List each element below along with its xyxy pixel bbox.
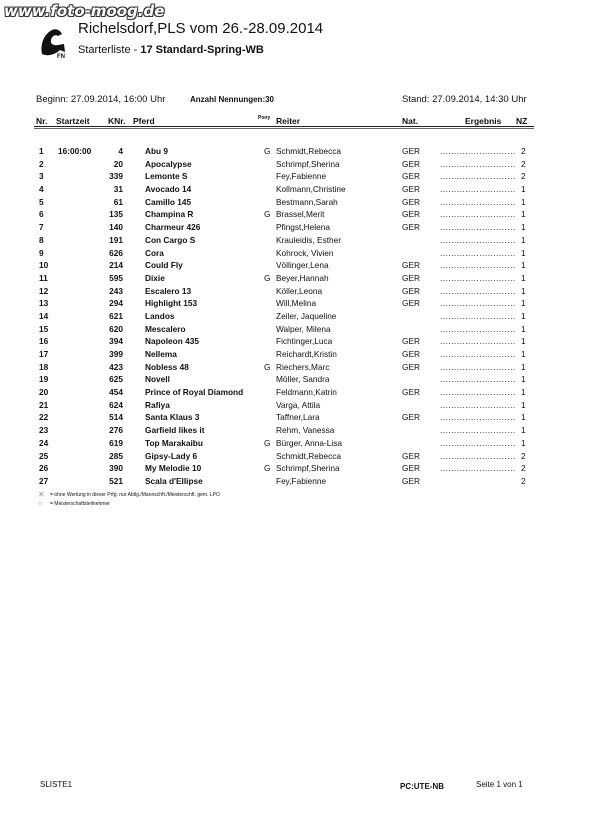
cell-reiter: Köller,Leona [276, 285, 323, 296]
cell-nz: 1 [521, 234, 526, 245]
table-row [0, 159, 596, 172]
cell-knr: 140 [109, 222, 123, 233]
cell-nr: 26 [39, 463, 49, 474]
entries-count: Anzahl Nennungen:30 [190, 95, 275, 104]
cell-nr: 27 [39, 475, 49, 486]
cell-ergebnis: ........................... [440, 412, 516, 423]
cell-pferd: Napoleon 435 [145, 336, 199, 347]
cell-nz: 1 [521, 184, 526, 195]
footer-list-id: SLISTE1 [40, 780, 73, 789]
cell-nat: GER [402, 260, 420, 271]
cell-nz: 1 [521, 196, 526, 207]
cell-nat: GER [402, 298, 420, 309]
cell-nr: 10 [39, 260, 49, 271]
cell-nr: 24 [39, 437, 49, 448]
cell-reiter: Beyer,Hannah [276, 272, 329, 283]
cell-nat: GER [402, 184, 420, 195]
table-row [0, 463, 596, 476]
cell-ergebnis: ........................... [440, 336, 516, 347]
cell-nat: GER [402, 475, 420, 486]
col-pony: Pony [258, 115, 271, 121]
cell-ergebnis: ........................... [440, 425, 516, 436]
col-pferd: Pferd [133, 116, 155, 126]
cell-nr: 1 [39, 146, 44, 156]
cell-knr: 626 [109, 247, 123, 258]
col-nr: Nr. [36, 116, 48, 126]
cell-nat: GER [402, 171, 420, 182]
cell-reiter: Brassel,Merit [276, 209, 325, 220]
col-startzeit: Startzeit [56, 116, 90, 126]
cell-knr: 4 [118, 146, 123, 156]
cell-knr: 621 [109, 310, 123, 321]
begin-time: Beginn: 27.09.2014, 16:00 Uhr [36, 94, 166, 105]
cell-ergebnis: ........................... [440, 450, 516, 461]
cell-nat: GER [402, 387, 420, 398]
cell-nz: 1 [521, 272, 526, 283]
table-row [0, 209, 596, 222]
cell-ergebnis: ........................... [440, 247, 516, 258]
cell-nz: 1 [521, 399, 526, 410]
cell-nz: 1 [521, 412, 526, 423]
cell-nz: 1 [521, 222, 526, 233]
cell-reiter: Möller, Sandra [276, 374, 330, 385]
cell-reiter: Schmidt,Rebecca [276, 146, 342, 156]
cell-reiter: Völlinger,Lena [276, 260, 329, 271]
cell-reiter: Riechers,Marc [276, 361, 330, 372]
cell-pferd: Rafiya [145, 399, 170, 410]
header-rule [34, 126, 534, 127]
cell-reiter: Krauleidis, Esther [276, 234, 342, 245]
cell-ergebnis: ........................... [440, 184, 516, 195]
cell-pferd: Landos [145, 310, 175, 321]
cell-reiter: Kollmann,Christine [276, 184, 346, 195]
cell-nr: 11 [39, 272, 48, 283]
cell-nat: GER [402, 158, 420, 169]
table-row [0, 222, 596, 235]
cell-knr: 390 [109, 463, 123, 474]
cell-pferd: Scala d'Ellipse [145, 475, 203, 486]
cell-nr: 22 [39, 412, 49, 423]
cell-pferd: Lemonte S [145, 171, 188, 182]
cell-knr: 191 [109, 234, 123, 245]
cell-ergebnis: ........................... [440, 361, 516, 372]
cell-reiter: Zeiler, Jaqueline [276, 310, 337, 321]
cell-nz: 2 [521, 158, 526, 169]
cell-ergebnis: ........................... [440, 310, 516, 321]
subtitle-prefix: Starterliste - [78, 44, 138, 56]
cell-reiter: Bürger, Anna-Lisa [276, 437, 342, 448]
cell-pony: G [264, 209, 271, 220]
cell-reiter: Bestmann,Sarah [276, 196, 338, 207]
cell-reiter: Taffner,Lara [276, 412, 320, 423]
cell-pony: G [264, 437, 271, 448]
cell-pferd: My Melodie 10 [145, 463, 202, 474]
cell-knr: 514 [109, 412, 123, 423]
cell-nat: GER [402, 361, 420, 372]
cell-knr: 625 [109, 374, 123, 385]
table-row [0, 362, 596, 375]
cell-pferd: Top Marakaibu [145, 437, 203, 448]
cell-reiter: Schrimpf,Sherina [276, 463, 340, 474]
table-row [0, 324, 596, 337]
cell-nat: GER [402, 463, 420, 474]
cell-pferd: Gipsy-Lady 6 [145, 450, 198, 461]
cell-reiter: Fichtinger,Luca [276, 336, 333, 347]
cell-pferd: Camillo 145 [145, 196, 192, 207]
cell-nat: GER [402, 222, 420, 233]
cell-nz: 1 [521, 298, 526, 309]
cell-nr: 13 [39, 298, 49, 309]
table-row [0, 197, 596, 210]
table-row [0, 171, 596, 184]
cell-reiter: Will,Melina [276, 298, 317, 309]
cell-nat: GER [402, 349, 420, 359]
cell-nat: GER [402, 146, 420, 156]
cell-nz: 1 [521, 425, 526, 436]
cell-pferd: Avocado 14 [145, 184, 192, 195]
cell-ergebnis: ........................... [440, 222, 516, 233]
cell-nz: 2 [521, 463, 526, 474]
cell-pferd: Con Cargo S [145, 234, 196, 245]
cell-time: 16:00:00 [58, 146, 92, 156]
cell-pferd: Nellema [145, 349, 177, 359]
cell-nz: 1 [521, 374, 526, 385]
competition-name: 17 Standard-Spring-WB [140, 44, 264, 56]
cell-pferd: Charmeur 426 [145, 222, 201, 233]
footer-page: Seite 1 von 1 [476, 780, 523, 789]
cell-reiter: Pfingst,Helena [276, 222, 330, 233]
table-row [0, 184, 596, 197]
table-row [0, 438, 596, 451]
cell-pferd: Escalero 13 [145, 285, 192, 296]
cell-knr: 294 [109, 298, 123, 309]
table-row [0, 374, 596, 387]
cell-ergebnis: ........................... [440, 349, 516, 359]
table-row [0, 412, 596, 425]
cell-nr: 8 [39, 234, 44, 245]
cell-ergebnis: ........................... [440, 260, 516, 271]
cell-nz: 1 [521, 310, 526, 321]
cell-ergebnis: ........................... [440, 234, 516, 245]
cell-pferd: Garfield likes it [145, 425, 205, 436]
cell-nat: GER [402, 196, 420, 207]
cell-knr: 399 [109, 349, 123, 359]
table-row [0, 273, 596, 286]
cell-nr: 6 [39, 209, 44, 220]
cell-reiter: Rehm, Vanessa [276, 425, 335, 436]
page-title: Richelsdorf,PLS vom 26.-28.09.2014 [78, 20, 324, 37]
cell-pferd: Nobless 48 [145, 361, 189, 372]
cell-nz: 1 [521, 247, 526, 258]
cell-pony: G [264, 272, 271, 283]
x-mark-icon: ✕ [38, 490, 45, 499]
table-row [0, 235, 596, 248]
cell-ergebnis: ........................... [440, 323, 516, 334]
cell-reiter: Schmidt,Rebecca [276, 450, 342, 461]
table-row [0, 387, 596, 400]
cell-knr: 595 [109, 272, 123, 283]
cell-knr: 214 [109, 260, 123, 271]
cell-nat: GER [402, 209, 420, 220]
cell-reiter: Varga, Attila [276, 399, 321, 410]
cell-knr: 135 [109, 209, 123, 220]
cell-nr: 21 [39, 399, 49, 410]
cell-ergebnis: ........................... [440, 209, 516, 220]
cell-ergebnis: ........................... [440, 374, 516, 385]
cell-nz: 1 [521, 349, 526, 359]
cell-knr: 423 [109, 361, 123, 372]
cell-nat: GER [402, 336, 420, 347]
cell-knr: 620 [109, 323, 123, 334]
cell-knr: 454 [109, 387, 123, 398]
cell-nz: 1 [521, 387, 526, 398]
cell-pferd: Highlight 153 [145, 298, 198, 309]
cell-nz: 1 [521, 323, 526, 334]
cell-nz: 1 [521, 336, 526, 347]
cell-ergebnis: ........................... [440, 387, 516, 398]
cell-reiter: Walper, Milena [276, 323, 331, 334]
cell-knr: 31 [113, 184, 123, 195]
stand-time: Stand: 27.09.2014, 14:30 Uhr [402, 94, 527, 105]
cell-nat: GER [402, 412, 420, 423]
col-reiter: Reiter [276, 116, 301, 126]
cell-reiter: Reichardt,Kristin [276, 349, 337, 359]
cell-nr: 3 [39, 171, 44, 182]
cell-knr: 61 [113, 196, 123, 207]
cell-nr: 15 [39, 323, 49, 334]
table-row [0, 311, 596, 324]
cell-nr: 17 [39, 349, 49, 359]
table-row [0, 286, 596, 299]
cell-nz: 1 [521, 361, 526, 372]
cell-nat: GER [402, 272, 420, 283]
cell-nr: 20 [39, 387, 49, 398]
col-nat: Nat. [402, 116, 419, 126]
table-row [0, 451, 596, 464]
table-row [0, 400, 596, 413]
legend-line-1: = ohne Wertung in dieser Prfg. nur Abtlg./Mannschft./Meisterschft. gem. LPO [50, 492, 220, 498]
starter-list [0, 146, 596, 489]
cell-knr: 276 [109, 425, 123, 436]
circle-mark-icon: ○ [38, 499, 43, 508]
cell-nr: 12 [39, 285, 49, 296]
cell-reiter: Fey,Fabienne [276, 475, 327, 486]
cell-nz: 2 [521, 146, 526, 156]
cell-pony: G [264, 361, 271, 372]
cell-knr: 521 [109, 475, 123, 486]
cell-nz: 1 [521, 437, 526, 448]
cell-pferd: Dixie [145, 272, 165, 283]
cell-ergebnis: ........................... [440, 437, 516, 448]
cell-pferd: Cora [145, 247, 164, 258]
cell-nz: 1 [521, 209, 526, 220]
cell-pferd: Novell [145, 374, 170, 385]
cell-knr: 20 [113, 158, 123, 169]
legend-line-2: = Meisterschaftsteilnehmer [50, 501, 110, 507]
table-row [0, 425, 596, 438]
cell-nat: GER [402, 450, 420, 461]
cell-ergebnis: ........................... [440, 272, 516, 283]
cell-nr: 14 [39, 310, 49, 321]
cell-ergebnis: ........................... [440, 196, 516, 207]
table-row [0, 336, 596, 349]
cell-ergebnis: ........................... [440, 463, 516, 474]
cell-ergebnis: ........................... [440, 285, 516, 296]
header-rule-thin [34, 128, 534, 129]
cell-knr: 285 [109, 450, 123, 461]
cell-ergebnis: ........................... [440, 158, 516, 169]
table-row [0, 298, 596, 311]
cell-pferd: Santa Klaus 3 [145, 412, 200, 423]
cell-nz: 2 [521, 475, 526, 486]
cell-pferd: Abu 9 [145, 146, 169, 156]
watermark: www.foto-moog.de [4, 2, 165, 20]
cell-pferd: Champina R [145, 209, 194, 220]
cell-nr: 16 [39, 336, 49, 347]
cell-pferd: Apocalypse [145, 158, 192, 169]
cell-nz: 1 [521, 285, 526, 296]
table-row [0, 146, 596, 159]
cell-reiter: Fey,Fabienne [276, 171, 327, 182]
cell-pferd: Prince of Royal Diamond [145, 387, 244, 398]
cell-ergebnis: ........................... [440, 399, 516, 410]
table-row [0, 349, 596, 362]
cell-nz: 1 [521, 260, 526, 271]
cell-nr: 19 [39, 374, 49, 385]
cell-knr: 624 [109, 399, 123, 410]
cell-pferd: Mescalero [145, 323, 186, 334]
fn-horse-logo [38, 24, 68, 60]
cell-pony: G [264, 146, 271, 156]
cell-nr: 25 [39, 450, 49, 461]
cell-knr: 243 [109, 285, 123, 296]
footer-pc: PC:UTE-NB [400, 782, 444, 791]
cell-ergebnis: ........................... [440, 171, 516, 182]
cell-pony: G [264, 463, 271, 474]
col-ergebnis: Ergebnis [465, 116, 502, 126]
cell-knr: 619 [109, 437, 123, 448]
cell-ergebnis: ........................... [440, 298, 516, 309]
cell-nr: 5 [39, 196, 44, 207]
logo-fn-text: FN [57, 54, 65, 60]
cell-reiter: Feldmann,Katrin [276, 387, 337, 398]
cell-knr: 339 [109, 171, 123, 182]
cell-nr: 4 [39, 184, 44, 195]
col-nz: NZ [516, 116, 528, 126]
table-row [0, 248, 596, 261]
cell-nr: 2 [39, 158, 44, 169]
cell-nz: 2 [521, 450, 526, 461]
cell-reiter: Kohrock, Vivien [276, 247, 334, 258]
cell-nr: 7 [39, 222, 44, 233]
page-subtitle [78, 44, 264, 56]
cell-nr: 23 [39, 425, 49, 436]
table-row [0, 260, 596, 273]
cell-nr: 9 [39, 247, 44, 258]
table-row [0, 476, 596, 489]
cell-knr: 394 [109, 336, 123, 347]
cell-nr: 18 [39, 361, 49, 372]
col-knr: KNr. [108, 116, 126, 126]
cell-reiter: Schrimpf,Sherina [276, 158, 340, 169]
cell-ergebnis: ........................... [440, 146, 516, 156]
cell-nz: 2 [521, 171, 526, 182]
cell-pferd: Could Fly [145, 260, 183, 271]
cell-nat: GER [402, 285, 420, 296]
